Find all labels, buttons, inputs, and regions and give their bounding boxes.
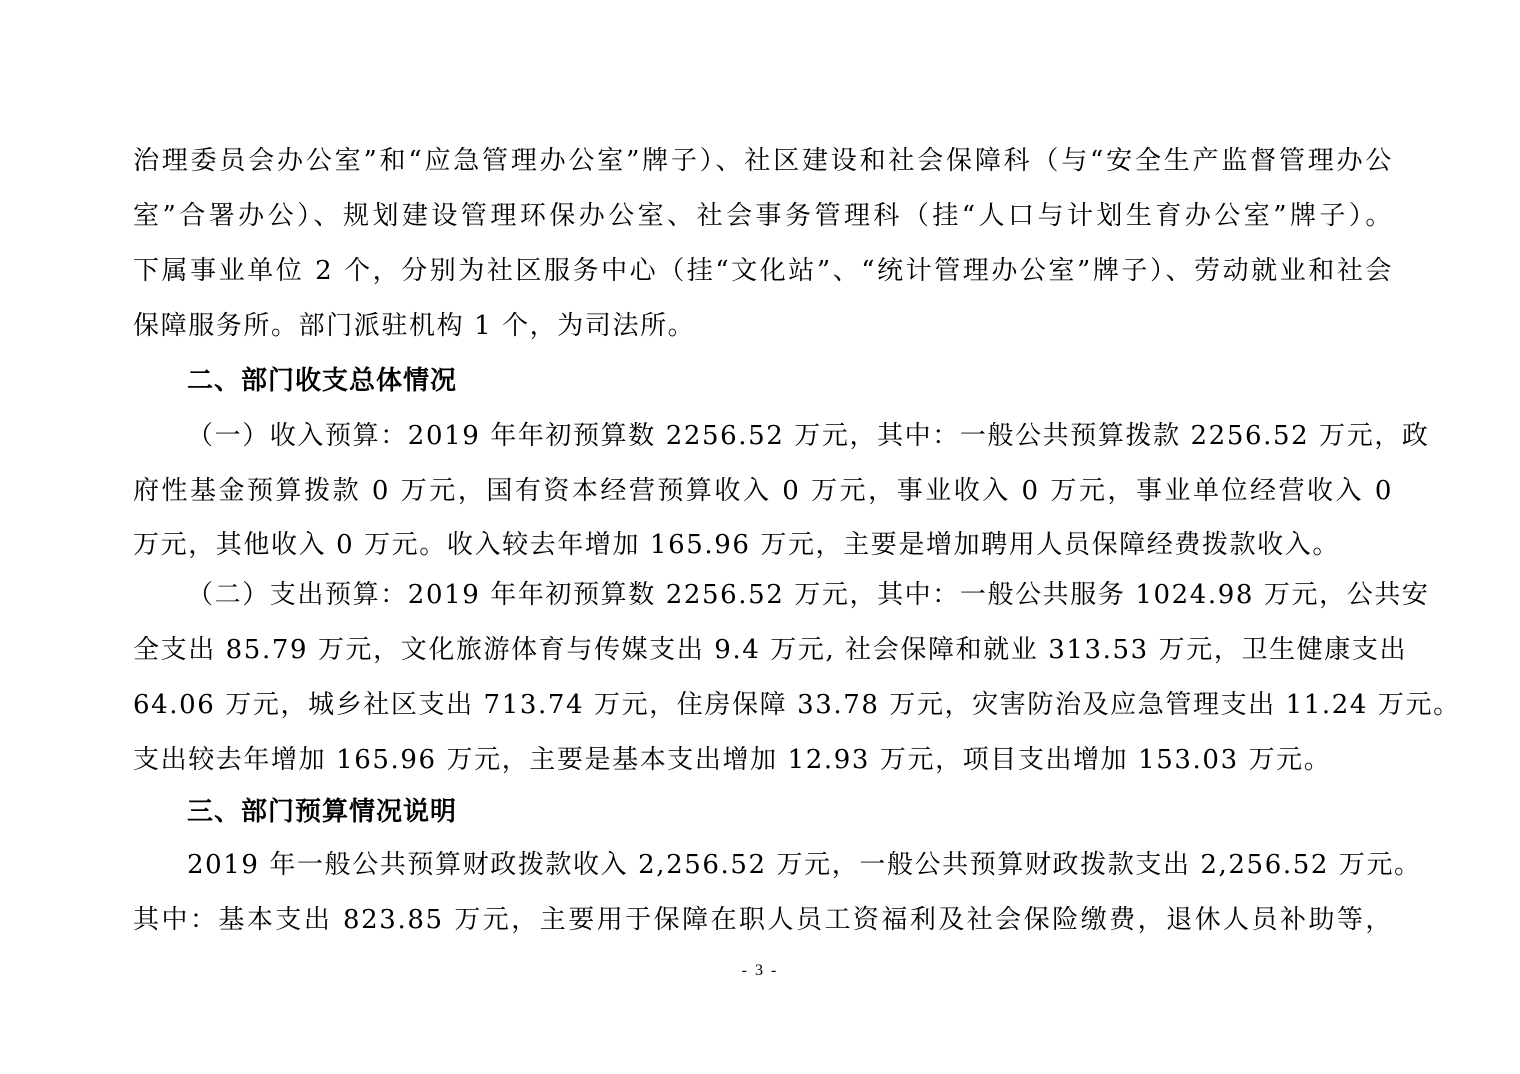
section-heading: 三、部门预算情况说明 xyxy=(187,797,458,827)
paragraph-line: 保障服务所。部门派驻机构 1 个，为司法所。 xyxy=(133,311,696,341)
paragraph-line: 府性基金预算拨款 0 万元，国有资本经营预算收入 0 万元，事业收入 0 万元，事业单位经营收入 0 xyxy=(133,476,1393,506)
paragraph-line: （一）收入预算：2019 年年初预算数 2256.52 万元，其中：一般公共预算拨款 2256.52 万元，政 xyxy=(187,421,1430,451)
paragraph-line: 治理委员会办公室”和“应急管理办公室”牌子）、社区建设和社会保障科（与“安全生产监督管理办公 xyxy=(133,146,1393,176)
paragraph-line: 万元，其他收入 0 万元。收入较去年增加 165.96 万元，主要是增加聘用人员保障经费拨款收入。 xyxy=(133,530,1340,560)
paragraph-line: 2019 年一般公共预算财政拨款收入 2,256.52 万元，一般公共预算财政拨款支出 2,256.52 万元。 xyxy=(187,850,1422,880)
page-number: - 3 - xyxy=(741,962,779,979)
paragraph-line: 其中：基本支出 823.85 万元，主要用于保障在职人员工资福利及社会保险缴费，退休人员补助等， xyxy=(133,905,1393,935)
paragraph-line: 支出较去年增加 165.96 万元，主要是基本支出增加 12.93 万元，项目支出增加 153.03 万元。 xyxy=(133,745,1332,775)
paragraph-line: （二）支出预算：2019 年年初预算数 2256.52 万元，其中：一般公共服务 1024.98 万元，公共安 xyxy=(187,580,1430,610)
paragraph-line: 下属事业单位 2 个，分别为社区服务中心（挂“文化站”、“统计管理办公室”牌子）、劳动就业和社会 xyxy=(133,256,1393,286)
paragraph-line: 全支出 85.79 万元，文化旅游体育与传媒支出 9.4 万元, 社会保障和就业 313.53 万元，卫生健康支出 xyxy=(133,635,1408,665)
paragraph-line: 64.06 万元，城乡社区支出 713.74 万元，住房保障 33.78 万元，灾害防治及应急管理支出 11.24 万元。 xyxy=(133,690,1461,720)
paragraph-line: 室”合署办公）、规划建设管理环保办公室、社会事务管理科（挂“人口与计划生育办公室”牌子）。 xyxy=(133,201,1393,231)
section-heading: 二、部门收支总体情况 xyxy=(187,366,458,396)
